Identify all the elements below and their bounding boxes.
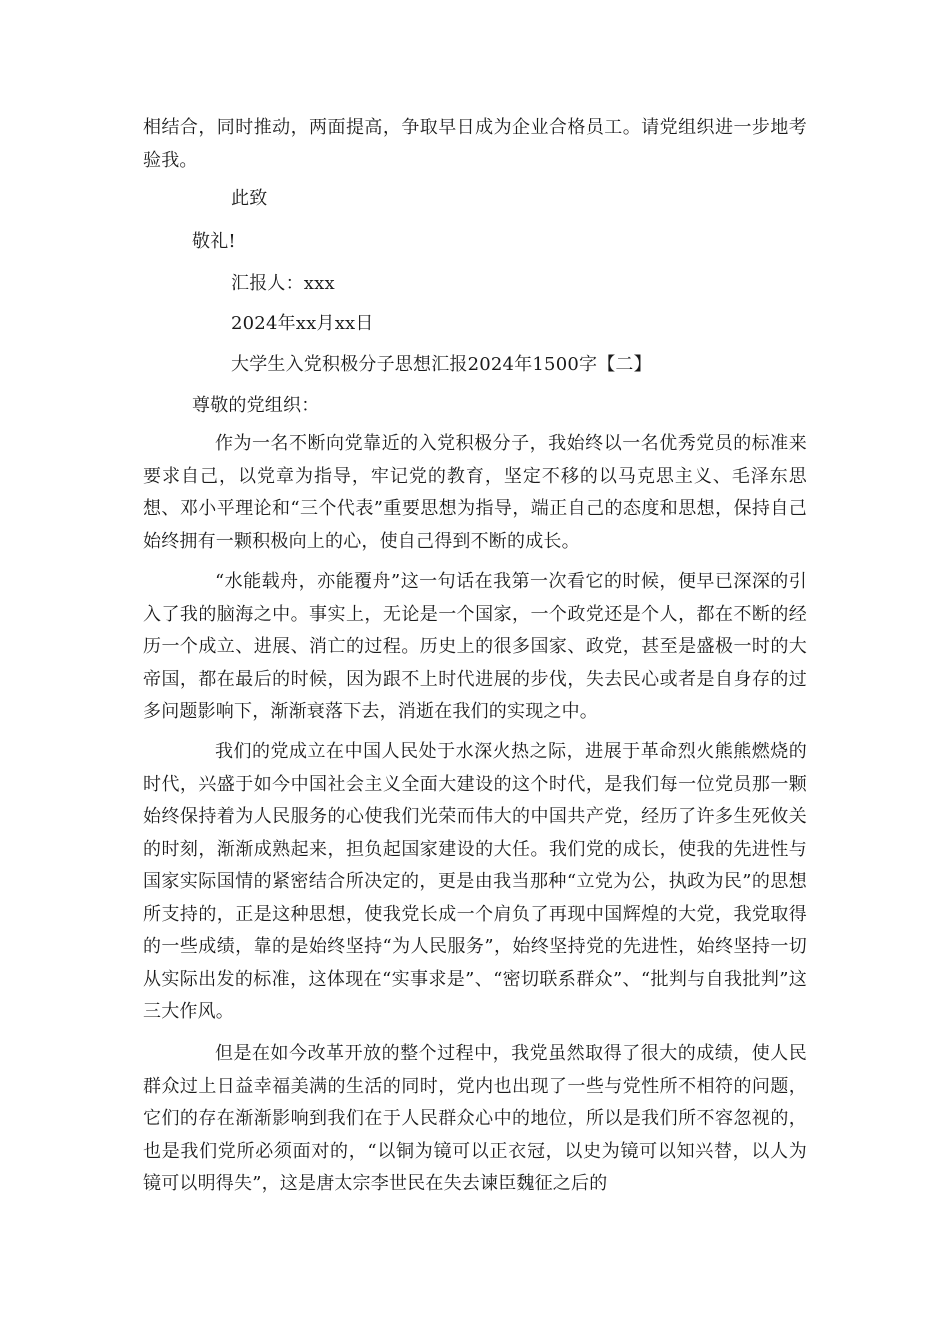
body-paragraph: 我们的党成立在中国人民处于水深火热之际，进展于革命烈火熊熊燃烧的时代，兴盛于如今中国社会主义全面大建设的这个时代，是我们每一位党员那一颗始终保持着为人民服务的心使我们光荣而伟大的中国共产党，经历了许多生死攸关的时刻，渐渐成熟起来，担负起国家建设的大任。我们党的成长，使我的先进性与国家实际国情的紧密结合所决定的，更是由我当那种“立党为公，执政为民”的思想所支持的，正是这种思想，使我党长成一个肩负了再现中国辉煌的大党，我党取得的一些成绩，靠的是始终坚持“为人民服务”，始终坚持党的先进性，始终坚持一切从实际出发的标准，这体现在“实事求是”、“密切联系群众”、“批判与自我批判”这三大作风。 [143,741,807,1022]
body-paragraph: 作为一名不断向党靠近的入党积极分子，我始终以一名优秀党员的标准来要求自己，以党章为指导，牢记党的教育，坚定不移的以马克思主义、毛泽东思想、邓小平理论和“三个代表”重要思想为指导，端正自己的态度和思想，保持自己始终拥有一颗积极向上的心，使自己得到不断的成长。 [143,433,807,552]
date-line: 2024年xx月xx日 [231,313,374,334]
continuation-paragraph: 相结合，同时推动，两面提高，争取早日成为企业合格员工。请党组织进一步地考验我。 [143,117,807,171]
salutation: 尊敬的党组织： [192,395,320,416]
section-title: 大学生入党积极分子思想汇报2024年1500字【二】 [231,354,652,375]
body-paragraph: 但是在如今改革开放的整个过程中，我党虽然取得了很大的成绩，使人民群众过上日益幸福美满的生活的同时，党内也出现了一些与党性所不相符的问题，它们的存在渐渐影响到我们在于人民群众心中的地位，所以是我们所不容忽视的，也是我们党所必须面对的，“以铜为镜可以正衣冠，以史为镜可以知兴替，以人为镜可以明得失”，这是唐太宗李世民在失去谏臣魏征之后的 [143,1043,807,1194]
closing-ci-zhi: 此致 [231,188,268,209]
reporter-line: 汇报人：xxx [231,273,335,294]
closing-jing-li: 敬礼! [192,231,236,252]
body-paragraph: “水能载舟，亦能覆舟”这一句话在我第一次看它的时候，便早已深深的引入了我的脑海之中。事实上，无论是一个国家，一个政党还是个人，都在不断的经历一个成立、进展、消亡的过程。历史上的很多国家、政党，甚至是盛极一时的大帝国，都在最后的时候，因为跟不上时代进展的步伐，失去民心或者是自身存的过多问题影响下，渐渐衰落下去，消逝在我们的实现之中。 [143,571,807,722]
